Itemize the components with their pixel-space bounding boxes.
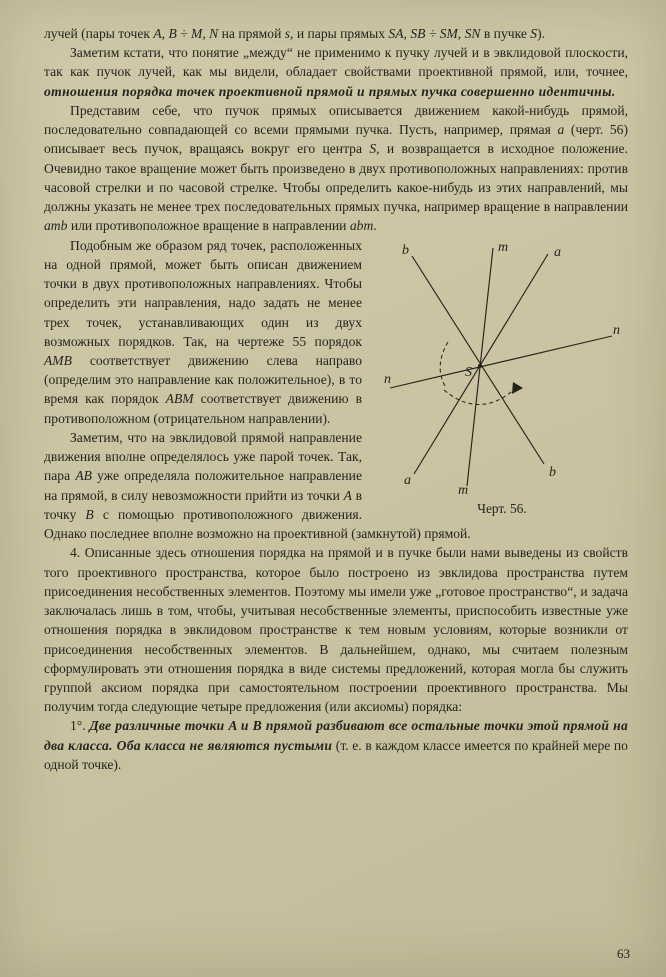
rotation-arc-left [440,342,448,386]
text-run: или противоположное вращение в направлении [67,218,350,234]
label-center-S: S [465,364,472,380]
math-var: ABM [165,391,194,407]
center-point [478,364,482,368]
text-run: с помощью противоположного движения. Однако последнее вполне возможно на проективной (замкнутой) прямой. [44,506,471,542]
label-n-left: n [384,371,391,387]
text-run: уже определяла положительное направление на прямой, в силу невозможности прийти из точки [44,468,362,503]
label-n-right: n [613,322,620,338]
text-run: 4. Описанные здесь отношения порядка на прямой и в пучке были нами выведены из свойств того проективного пространства, которое было построено из эвклидова пространства путем присоединения несобственных элементов. Поэтому мы имели уже „готовое пространство“, и задача заключалась лишь в том, чтобы, учитывая несобственные элементы, приспособить известные уже отношения порядка в эвклидовом пространстве к тем новым условиям, которые возникли от присоединения несобственных элементов. В дальнейшем, однако, мы считаем полезным сформулировать эти отношения порядка в виде системы предложений, которая могла бы служить группой аксиом порядка при самостоятельном построении проективного пространства. Мы получим тогда следующие четыре предложения (или аксиомы) порядка: [44,545,628,715]
figure-pencil-of-lines [376,238,628,519]
text-run: на прямой [218,26,285,41]
math-var: a [557,122,565,138]
math-var: s [284,26,291,41]
text-run: Представим себе, что пучок прямых описывается движением какой-нибудь прямой, последовательно совпадающей со всеми прямыми пучка. Пусть, например, прямая [44,102,628,138]
math-var: A, B ÷ M, N [153,26,219,41]
axiom-text: Две различные точки A и B прямой разбивают все остальные точки этой прямой на два класса. Оба класса не являются пустыми [44,718,628,753]
math-var: A [343,487,352,503]
pencil-diagram [379,238,625,496]
rotation-arrowhead [512,382,523,394]
figure-caption: Черт. 56. [477,500,527,516]
text-run: Заметим, что на эвклидовой прямой направление движения вполне определялось уже парой точек. Так, пара [44,429,362,484]
text-run: Подобным же образом ряд точек, расположенных на одной прямой, может быть описан движением точки в двух противоположных направлениях. Чтобы определить эти направления, надо задать не менее трех точек, устанавливающих один из двух возможных порядков. Так, на чертеже 55 порядок [44,237,362,349]
emphasized-text: отношения порядка точек проективной прямой и прямых пучка совершенно идентичны. [44,83,616,99]
page-number: 63 [617,945,630,961]
math-var: SA, SB ÷ SM, SN [388,26,481,41]
label-b-top: b [402,242,409,258]
paragraph [44,24,628,43]
text-run: Заметим кстати, что понятие „между“ не применимо к пучку лучей и в эвклидовой плоскости, так как пучок лучей, как мы видели, обладает свойствами проективной прямой, или, точнее, [44,45,628,80]
paragraph [44,101,628,236]
label-a-bottom: a [404,472,411,488]
paragraph [44,43,628,101]
text-run: в пучке [480,26,531,41]
label-a-top: a [554,244,561,260]
line-n [390,336,612,388]
math-var: abm [349,218,374,234]
text-run: соответствует движению слева направо (определим это направление как положительное), в то время как порядок [44,352,362,407]
text-run: , и возвращается в исходное положение. Очевидно такое вращение может быть произведено в двух противоположных направлениях: против часовой стрелки и по часовой стрелке. Чтобы определить какое-нибудь из этих направлений, мы должны указать не менее трех последовательных прямых пучка, например вращение в направлении [44,141,628,215]
math-var: amb [44,218,68,234]
math-var: S [530,26,538,41]
text-run: в точку [44,487,362,522]
math-var: B [85,506,94,522]
text-run: (черт. 56) описывает весь пучок, вращаясь вокруг его центра [44,122,629,157]
math-var: AB [75,468,92,484]
math-var: AMB [44,352,72,368]
paragraph [44,543,628,716]
line-a [414,254,548,474]
text-run: лучей (пары точек [44,26,154,41]
label-m-bottom: m [458,482,469,496]
text-run: (т. е. в каждом классе имеется по крайней мере по одной точке). [44,737,628,772]
text-run: , и пары прямых [290,26,389,41]
paragraph-axiom-1 [44,716,628,774]
label-m-top: m [498,239,509,255]
text-run: соответствует движению в противоположном (отрицательном направлении). [44,391,362,426]
pencil-lines [390,248,612,486]
math-var: S [369,141,377,157]
axiom-number: 1°. [70,718,90,734]
line-b [412,256,544,464]
text-run: . [373,218,377,234]
label-b-bottom: b [549,464,556,480]
text-run: ). [537,26,546,41]
